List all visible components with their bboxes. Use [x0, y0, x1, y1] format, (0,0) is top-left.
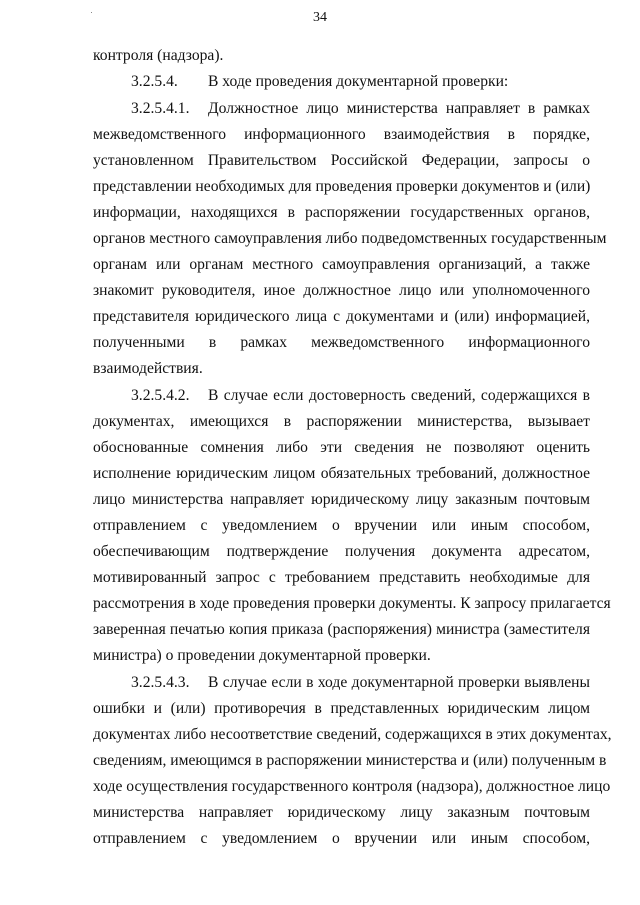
- text-line: обеспечивающим подтверждение получения документа адресатом,: [93, 543, 590, 560]
- text-line: исполнение юридическим лицом обязательных требований, должностное: [93, 465, 590, 482]
- line-text: В случае если в ходе документарной проверки выявлены: [208, 674, 590, 691]
- text-line: взаимодействия.: [93, 360, 203, 377]
- paragraph-3-2-5-4-3: [93, 670, 612, 852]
- page-number: 34: [313, 10, 327, 25]
- clause-number: 3.2.5.4.: [131, 73, 178, 90]
- clause-number: 3.2.5.4.3.: [131, 674, 190, 691]
- line-text: Должностное лицо министерства направляет в рамках: [208, 100, 590, 117]
- text-line: установленном Правительством Российской Федерации, запросы о: [93, 152, 590, 169]
- text-line: информации, находящихся в распоряжении государственных органов,: [93, 204, 590, 221]
- paragraph-first-line: [93, 69, 590, 95]
- text-line: документах либо несоответствие сведений, содержащихся в этих документах,: [93, 726, 612, 743]
- text-line: ошибки и (или) противоречия в представленных юридическим лицом: [93, 700, 590, 717]
- text-line: органам или органам местного самоуправления организаций, а также: [93, 256, 590, 273]
- text-line: министерства направляет юридическому лицу заказным почтовым: [93, 804, 590, 821]
- text-line: документах, имеющихся в распоряжении министерства, вызывает: [93, 413, 590, 430]
- text-line: сведениям, имеющимся в распоряжении министерства и (или) полученным в: [93, 752, 607, 769]
- text-line: знакомит руководителя, иное должностное лицо или уполномоченного: [93, 282, 590, 299]
- paragraph-3-2-5-4-2: [93, 383, 611, 669]
- line-text: В случае если достоверность сведений, содержащихся в: [208, 387, 590, 404]
- continuation-line: контроля (надзора).: [93, 47, 224, 64]
- document-body: [93, 43, 612, 853]
- text-line: межведомственного информационного взаимодействия в порядке,: [93, 126, 590, 143]
- text-line: обоснованные сомнения либо эти сведения не позволяют оценить: [93, 439, 590, 456]
- text-line: отправлением с уведомлением о вручении или иным способом,: [93, 830, 590, 847]
- text-line: лицо министерства направляет юридическому лицу заказным почтовым: [93, 491, 590, 508]
- paragraph-first-line: [93, 96, 590, 122]
- paragraph-first-line: [93, 383, 590, 409]
- text-line: отправлением с уведомлением о вручении или иным способом,: [93, 517, 590, 534]
- text-line: рассмотрения в ходе проведения проверки документы. К запросу прилагается: [93, 595, 611, 612]
- text-line: полученными в рамках межведомственного информационного: [93, 334, 590, 351]
- line-text: В ходе проведения документарной проверки:: [208, 73, 509, 90]
- text-line: органов местного самоуправления либо подведомственных государственным: [93, 230, 607, 247]
- text-line: представителя юридического лица с документами и (или) информацией,: [93, 308, 590, 325]
- clause-number: 3.2.5.4.1.: [131, 100, 190, 117]
- text-line: представлении необходимых для проведения проверки документов и (или): [93, 178, 591, 195]
- paragraph-3-2-5-4: [93, 69, 590, 95]
- paragraph-first-line: [93, 670, 590, 696]
- text-line: мотивированный запрос с требованием представить необходимые для: [93, 569, 590, 586]
- text-line: заверенная печатью копия приказа (распоряжения) министра (заместителя: [93, 621, 590, 638]
- clause-number: 3.2.5.4.2.: [131, 387, 190, 404]
- text-line: ходе осуществления государственного контроля (надзора), должностное лицо: [93, 778, 611, 795]
- paragraph-3-2-5-4-1: [93, 96, 607, 382]
- text-line: министра) о проведении документарной проверки.: [93, 647, 431, 664]
